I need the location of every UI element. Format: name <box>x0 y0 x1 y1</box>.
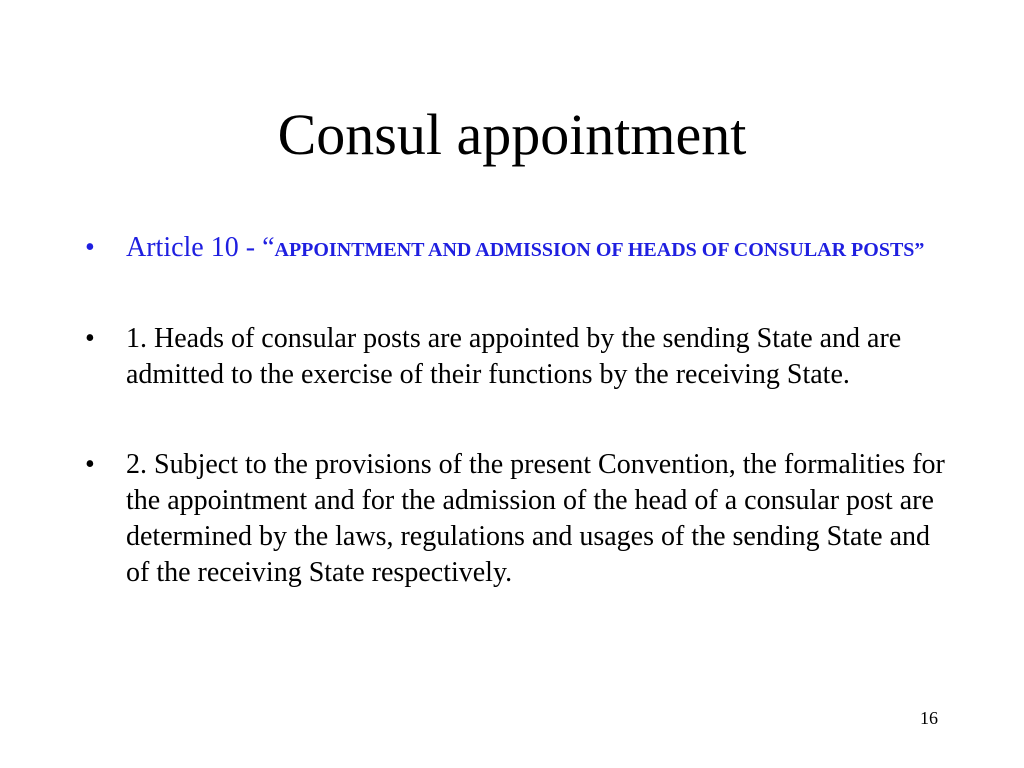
bullet-item-article <box>85 230 945 266</box>
slide-title: Consul appointment <box>277 102 747 167</box>
bullet-item-paragraph-1 <box>85 321 945 393</box>
bullet-list <box>85 230 945 591</box>
bullet-marker: • <box>85 323 95 354</box>
paragraph-1-text: 1. Heads of consular posts are appointed by the sending State and are admitted to the exercise of their functions by the receiving State. <box>126 323 902 390</box>
article-heading: APPOINTMENT AND ADMISSION OF HEADS OF CONSULAR POSTS” <box>274 239 925 261</box>
bullet-item-paragraph-2 <box>85 447 945 591</box>
bullet-marker: • <box>85 232 95 263</box>
slide-number: 16 <box>920 708 938 728</box>
article-prefix: Article 10 - “ <box>126 232 275 263</box>
paragraph-2-text: 2. Subject to the provisions of the present Convention, the formalities for the appointment and for the admission of the head of a consular post are determined by the laws, regulations and usages of the sending State and of the receiving State respectively. <box>126 449 945 588</box>
bullet-marker: • <box>85 449 95 480</box>
